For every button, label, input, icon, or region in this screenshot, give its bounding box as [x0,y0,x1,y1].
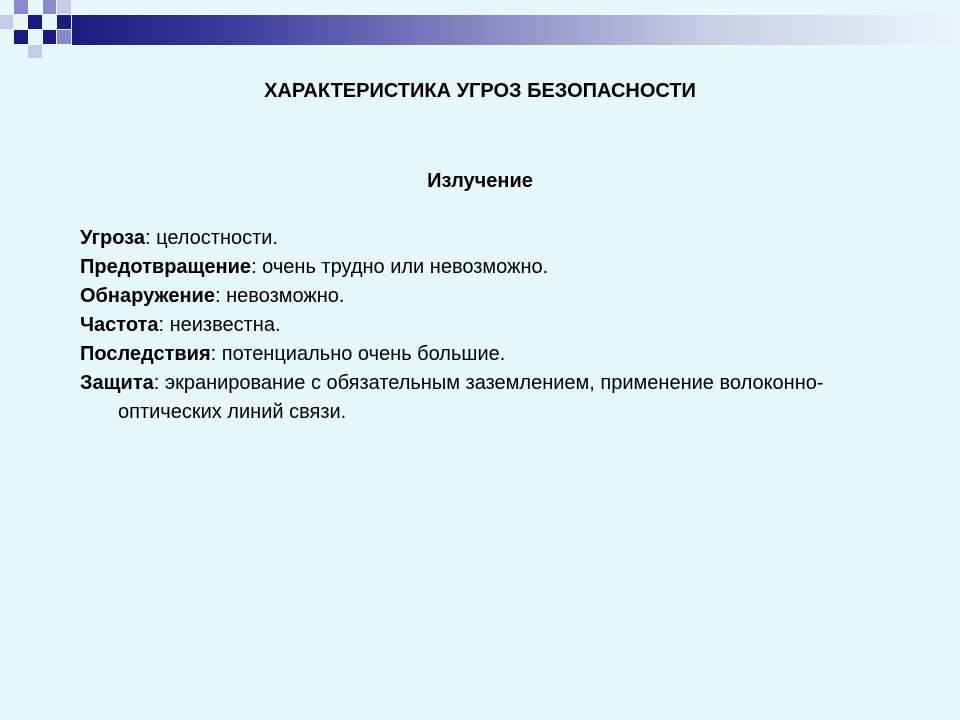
slide-title: ХАРАКТЕРИСТИКА УГРОЗ БЕЗОПАСНОСТИ [264,80,696,102]
decor-square [43,0,56,14]
decor-square [57,30,71,44]
decor-square [28,45,42,58]
item-label: Частота [80,314,159,336]
decor-square [14,30,28,44]
list-item [80,224,880,253]
item-label: Предотвращение [80,256,252,278]
item-label: Угроза [80,227,145,249]
item-text: : экранирование с обязательным заземлением, применение волоконно-оптических линий связи. [118,372,824,423]
decor-square [28,15,42,29]
item-label: Защита [80,372,154,394]
list-item [80,340,880,369]
decor-square [57,15,71,29]
item-text: : потенциально очень большие. [210,343,506,365]
item-text: : целостности. [144,227,279,249]
header-gradient-band [72,15,960,45]
item-text: : невозможно. [214,285,345,307]
list-item [80,282,880,311]
decor-square [0,15,13,29]
slide-subtitle: Излучение [427,170,533,192]
threat-characteristics-list [80,224,880,427]
item-label: Обнаружение [80,285,215,307]
list-item [80,253,880,282]
list-item [80,311,880,340]
item-text: : неизвестна. [158,314,281,336]
decor-square [57,0,71,14]
decor-square [43,30,56,44]
item-label: Последствия [80,343,211,365]
item-text: : очень трудно или невозможно. [251,256,549,278]
decor-square [14,0,28,14]
list-item [80,369,880,427]
